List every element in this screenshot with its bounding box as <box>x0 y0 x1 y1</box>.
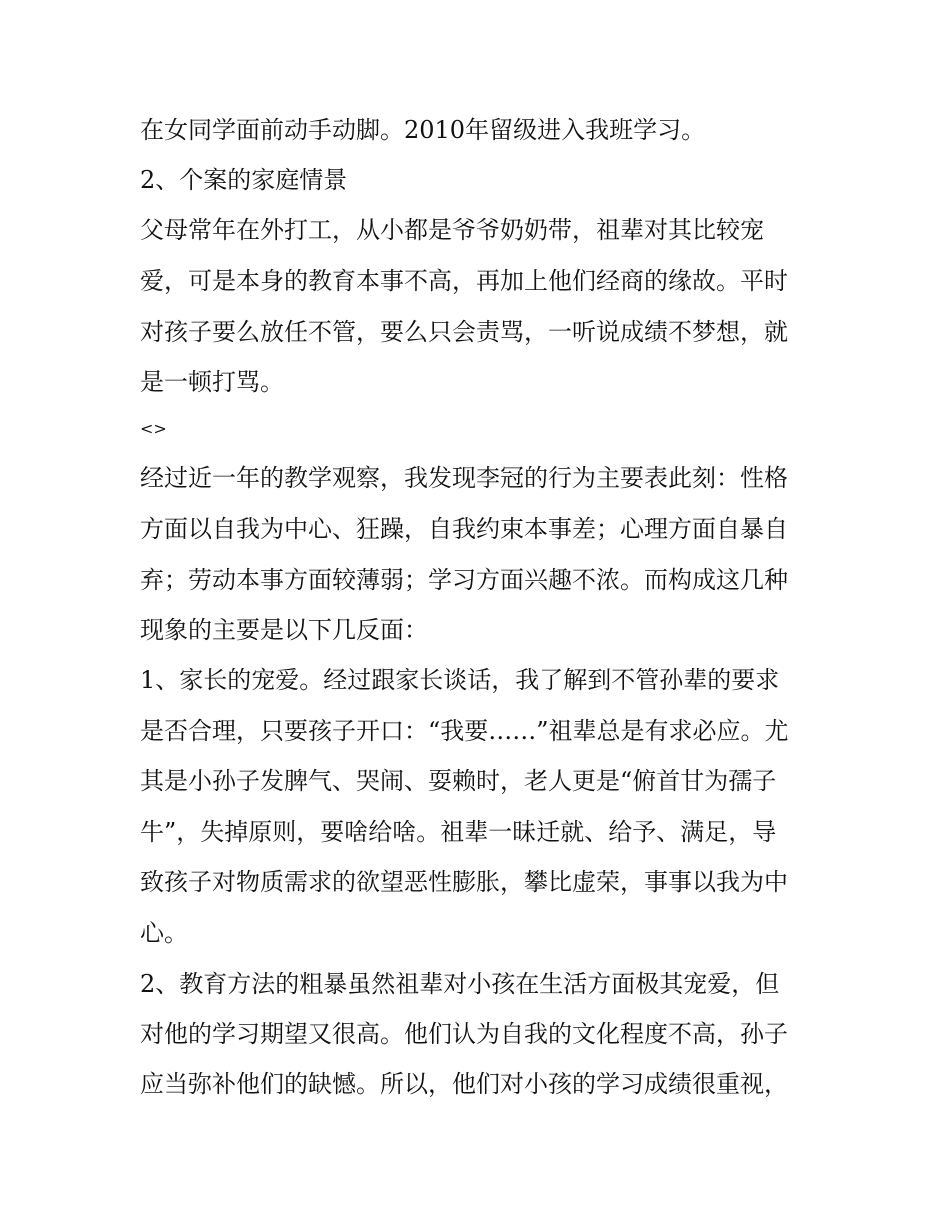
text-line: 致孩子对物质需求的欲望恶性膨胀，攀比虚荣，事事以我为中 <box>140 868 788 896</box>
section-heading: 2、个案的家庭情景 <box>140 166 348 194</box>
text-line: 在女同学面前动手动脚。2010年留级进入我班学习。 <box>140 116 706 144</box>
text-line: 弃；劳动本事方面较薄弱；学习方面兴趣不浓。而构成这几种 <box>140 566 788 594</box>
text-line: 是一顿打骂。 <box>140 368 284 396</box>
text-line: 是否合理，只要孩子开口：“我要……”祖辈总是有求必应。尤 <box>140 717 789 745</box>
text-line: 心。 <box>140 919 188 947</box>
text-line: 2、教育方法的粗暴虽然祖辈对小孩在生活方面极其宠爱，但 <box>140 970 780 998</box>
text-line: 应当弥补他们的缺憾。所以，他们对小孩的学习成绩很重视， <box>140 1070 788 1098</box>
text-line: 方面以自我为中心、狂躁，自我约束本事差；心理方面自暴自 <box>140 515 788 543</box>
text-line: 爱，可是本身的教育本事不高，再加上他们经商的缘故。平时 <box>140 267 788 295</box>
text-line: 牛”，失掉原则，要啥给啥。祖辈一昧迁就、给予、满足，导 <box>140 818 777 846</box>
angle-brackets-marker: <> <box>140 419 167 438</box>
text-line: 父母常年在外打工，从小都是爷爷奶奶带，祖辈对其比较宠 <box>140 216 764 244</box>
text-line: 对孩子要么放任不管，要么只会责骂，一听说成绩不梦想，就 <box>140 318 788 346</box>
text-line: 对他的学习期望又很高。他们认为自我的文化程度不高，孙子 <box>140 1020 788 1048</box>
text-line: 其是小孙子发脾气、哭闹、耍赖时，老人更是“俯首甘为孺子 <box>140 767 777 795</box>
text-line: 经过近一年的教学观察，我发现李冠的行为主要表此刻：性格 <box>140 464 788 492</box>
text-line: 1、家长的宠爱。经过跟家长谈话，我了解到不管孙辈的要求 <box>140 666 780 694</box>
text-line: 现象的主要是以下几反面： <box>140 616 428 644</box>
